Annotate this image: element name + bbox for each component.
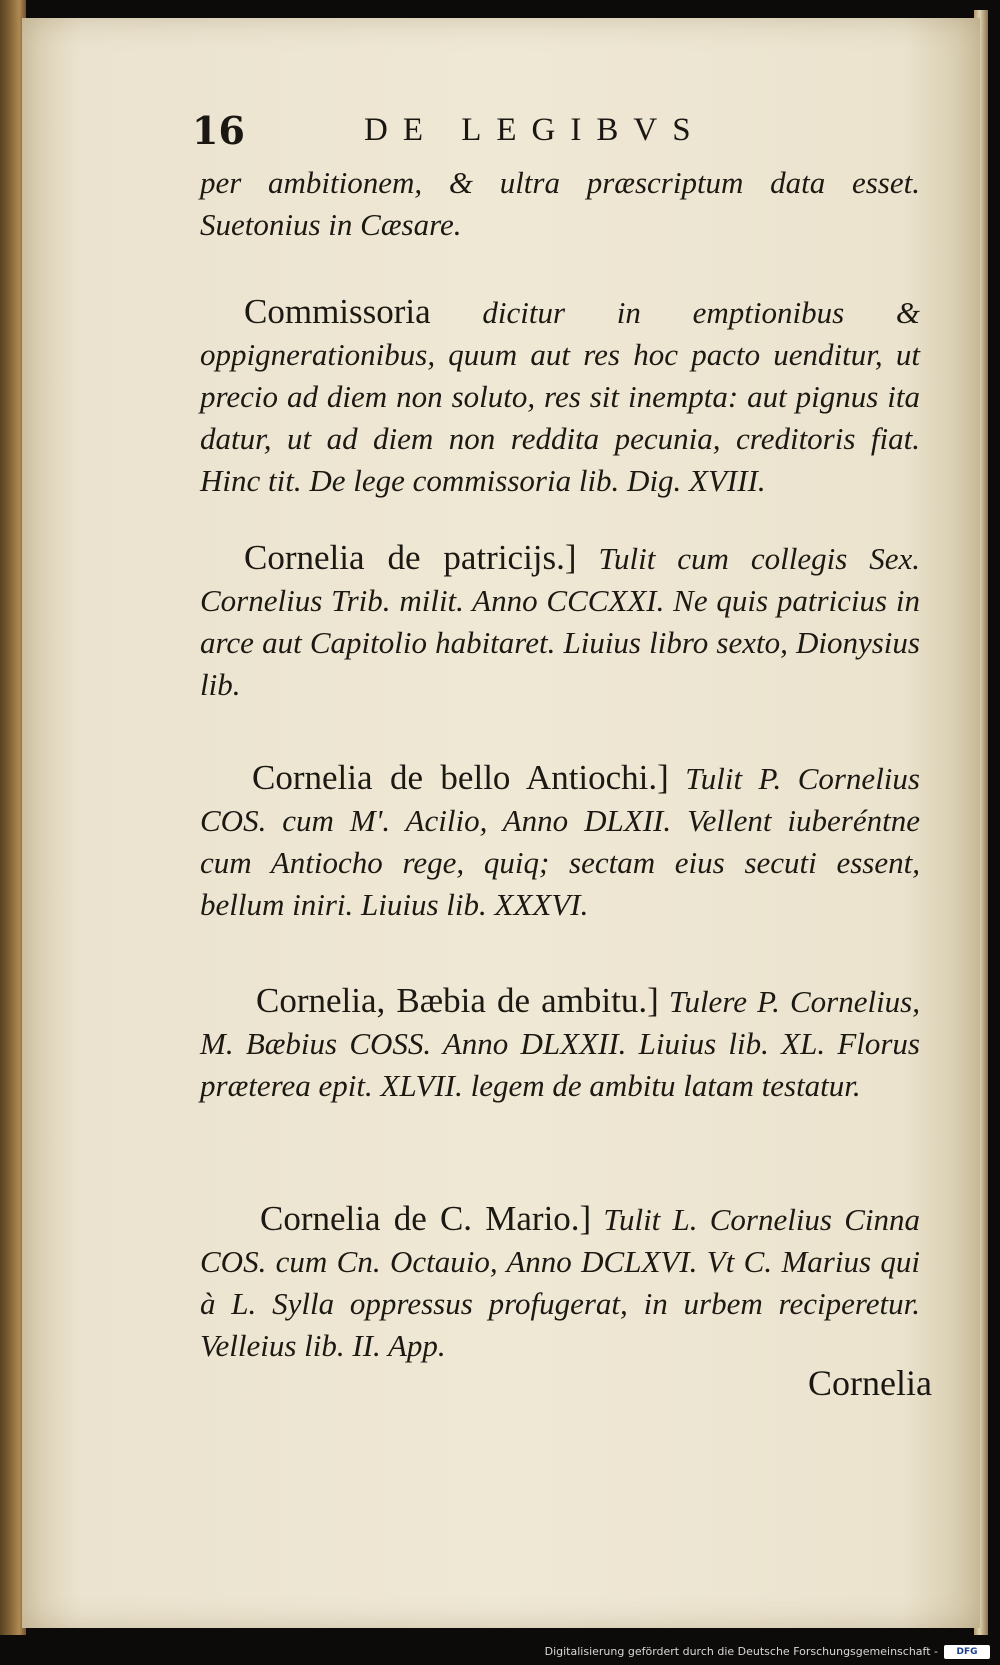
entry-heading: Cornelia de patricijs.]: [244, 538, 577, 577]
entry-heading: Cornelia de C. Mario.]: [260, 1199, 592, 1238]
paragraph-text: Tulit L. Cornelius Cinna COS. cum Cn. Octauio, Anno DCLXVI. Vt C. Marius qui à L. Sylla oppressus profugerat, in urbem reciperetur. Velleius lib. II. App.: [200, 1202, 920, 1363]
paragraph-cornelia-de-bello-antiochi: [200, 757, 920, 926]
entry-heading: Cornelia, Bæbia de ambitu.]: [256, 981, 659, 1020]
entry-heading: Cornelia de bello Antiochi.]: [252, 758, 669, 797]
paragraph-cornelia-baebia-de-ambitu: [200, 980, 920, 1107]
footer-credit: Digitalisierung gefördert durch die Deutsche Forschungsgemeinschaft -: [544, 1645, 938, 1658]
paragraph-text: dicitur in emptionibus & oppignerationibus, quum aut res hoc pacto uenditur, ut precio ad diem non soluto, res sit inempta: aut pignus ita datur, ut ad diem non reddita pecunia, creditoris fiat. Hinc tit. De lege commissoria lib. Dig. XVIII.: [200, 295, 920, 498]
paragraph-text: Tulit P. Cornelius COS. cum M'. Acilio, Anno DLXII. Vellent iuberéntne cum Antiocho rege, quiq; sectam eius secuti essent, bellum iniri. Liuius lib. XXXVI.: [200, 761, 920, 922]
paragraph-cornelia-de-c-mario: [200, 1198, 920, 1367]
paragraph-commissoria: [200, 291, 920, 502]
paragraph-intro: [200, 162, 920, 246]
dfg-logo: DFG: [944, 1645, 990, 1659]
footer-bar: [0, 1635, 1000, 1665]
paragraph-cornelia-de-patriciis: [200, 537, 920, 706]
entry-heading: Commissoria: [244, 292, 431, 331]
paragraph-text: Tulere P. Cornelius, M. Bæbius COSS. Anno DLXXII. Liuius lib. XL. Florus prætereа epit. XLVII. legem de ambitu latam testatur.: [200, 984, 920, 1103]
page-header: [192, 108, 712, 158]
paragraph-text: per ambitionem, & ultra præscriptum data esset. Suetonius in Cæsare.: [200, 165, 920, 242]
page-number: 16: [192, 108, 245, 153]
running-title: DE LEGIBVS: [364, 112, 706, 148]
catchword: Cornelia: [808, 1363, 932, 1403]
paragraph-text: Tulit cum collegis Sex. Cornelius Trib. milit. Anno CCCXXI. Ne quis patricius in arce aut Capitolio habitaret. Liuius libro sexto, Dionysius lib.: [200, 541, 920, 702]
